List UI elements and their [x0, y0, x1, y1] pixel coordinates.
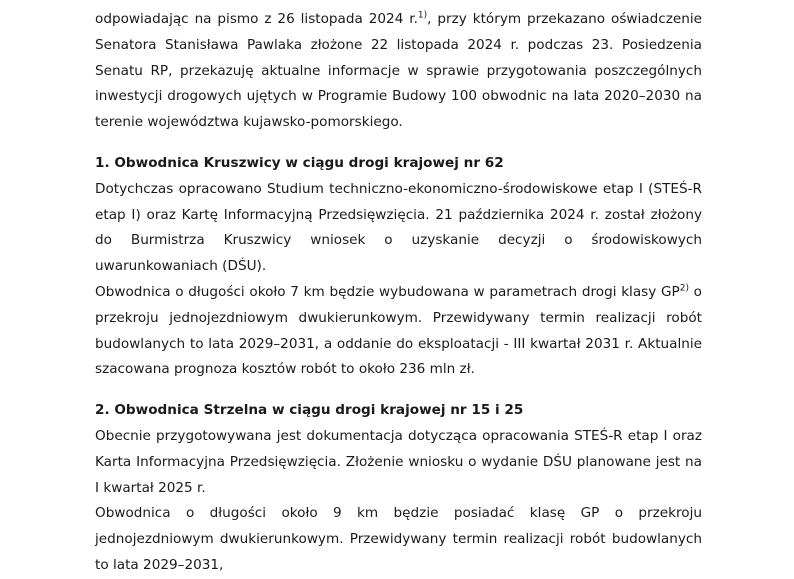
section-1-paragraph-1: Dotychczas opracowano Studium techniczno-ekonomiczno-środowiskowe etap I (STEŚ-R etap I) oraz Kartę Informacyjną Przedsięwzięcia. 21 października 2024 r. został złożony do Burmistrza Kruszwicy wniosek o uzyskanie decyzji o środowiskowych uwarunkowaniach (DŚU).	[95, 180, 702, 275]
section-1-paragraph-2	[95, 280, 702, 383]
intro-text-after-ref: , przy którym przekazano oświadczenie Senatora Stanisława Pawlaka złożone 22 listopada 2024 r. podczas 23. Posiedzenia Senatu RP, przekazuję aktualne informacje w sprawie przygotowania poszczególnych inwestycji drogowych ujętych w Programie Budowy 100 obwodnic na lata 2020–2030 na terenie województwa kujawsko-pomorskiego.	[95, 11, 702, 131]
footnote-ref-1: 1)	[417, 10, 428, 21]
intro-paragraph	[95, 7, 702, 136]
section-1-heading: 1. Obwodnica Kruszwicy w ciągu drogi krajowej nr 62	[95, 154, 504, 171]
section-2-paragraph-2: Obwodnica o długości około 9 km będzie posiadać klasę GP o przekroju jednojezdniowym dwukierunkowym. Przewidywany termin realizacji robót budowlanych to lata 2029–2031,	[95, 505, 702, 573]
section-1-text-before-ref: Obwodnica o długości około 7 km będzie wybudowana w parametrach drogi klasy GP	[95, 283, 680, 300]
section-2-heading: 2. Obwodnica Strzelna w ciągu drogi krajowej nr 15 i 25	[95, 402, 524, 419]
footnote-ref-2: 2)	[679, 283, 689, 294]
intro-text-before-ref: odpowiadając na pismo z 26 listopada 2024 r.	[95, 11, 418, 27]
section-2-paragraph-1: Obecnie przygotowywana jest dokumentacja dotycząca opracowania STEŚ-R etap I oraz Karta Informacyjna Przedsięwzięcia. Złożenie wniosku o wydanie DŚU planowane jest na I kwartał 2025 r.	[95, 427, 702, 496]
section-1-text-after-ref: o przekroju jednojezdniowym dwukierunkowym. Przewidywany termin realizacji robót budowlanych to lata 2029–2031, a oddanie do eksploatacji - III kwartał 2031 r. Aktualnie szacowana prognoza kosztów robót to około 236 mln zł.	[95, 283, 703, 378]
